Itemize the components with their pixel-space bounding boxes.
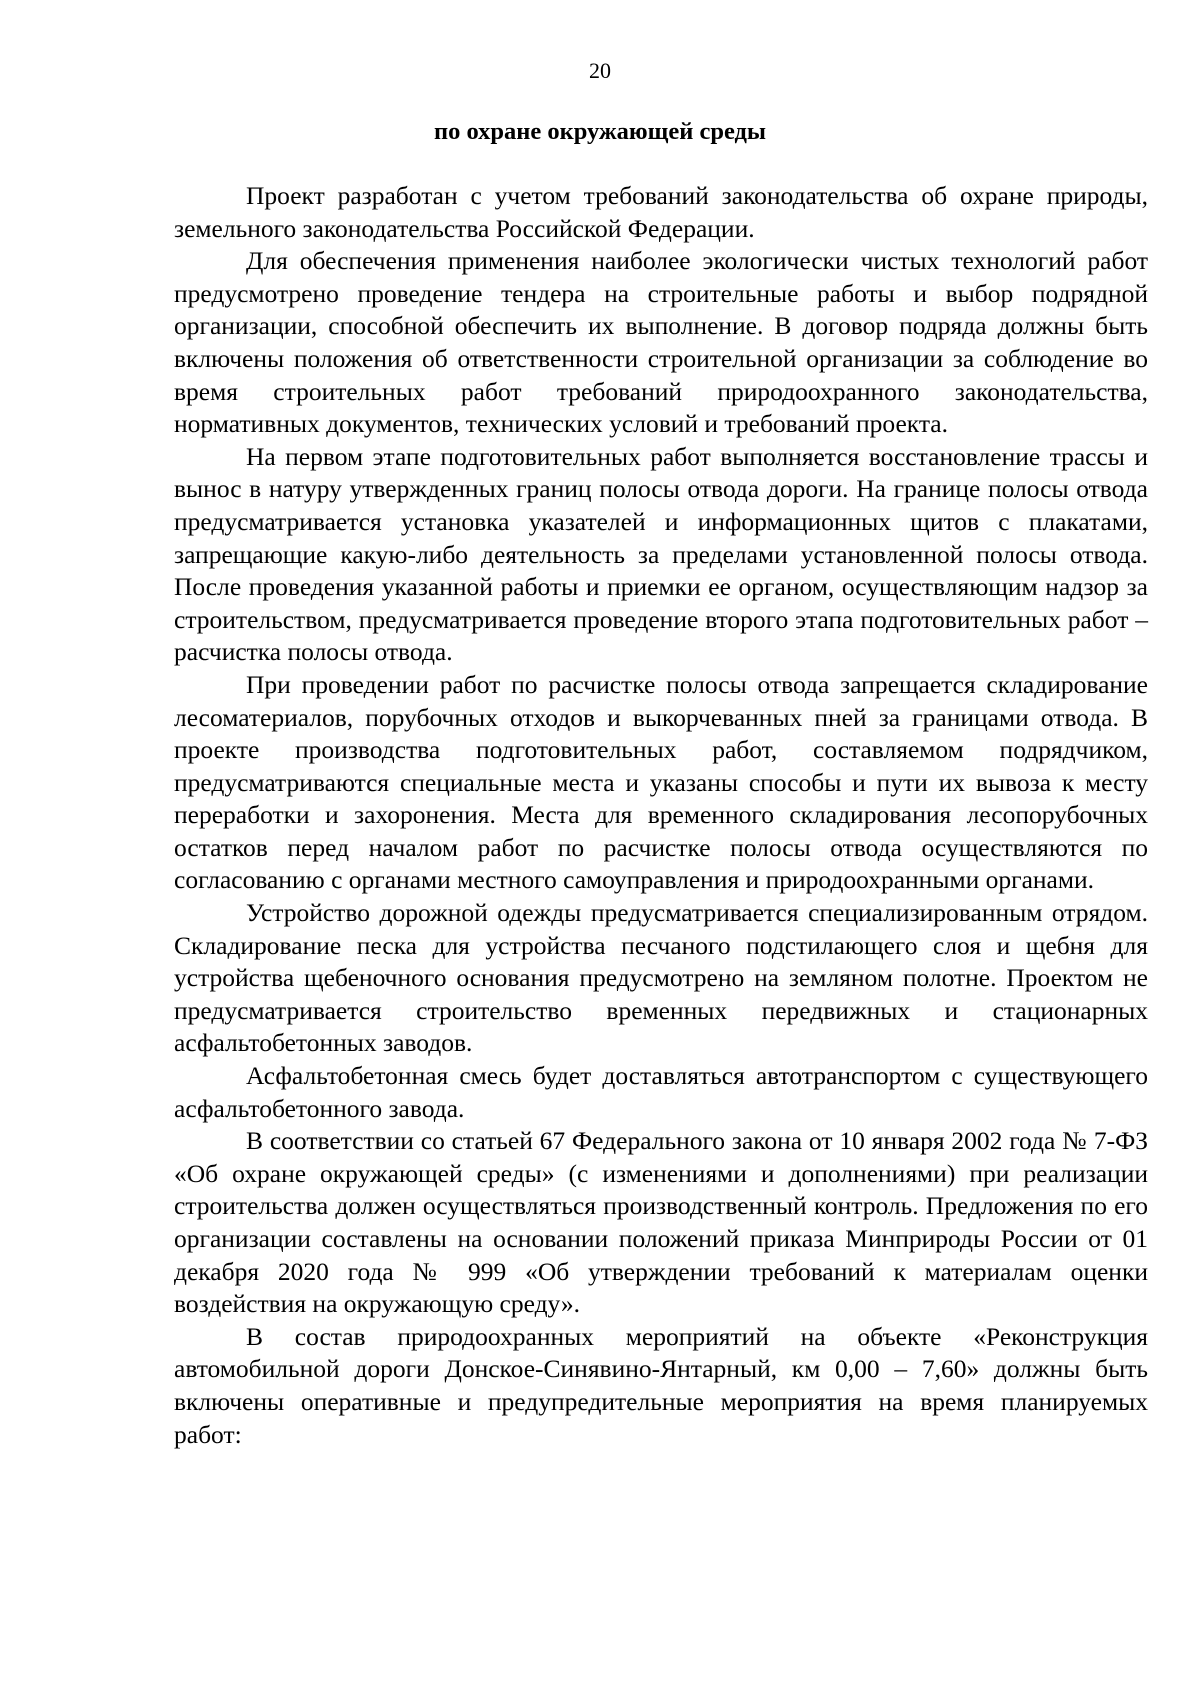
paragraph: Устройство дорожной одежды предусматривается специализированным отрядом. Складирование песка для устройства песчаного подстилающего слоя и щебня для устройства щебеночного основания предусмотрено на земляном полотне. Проектом не предусматривается строительство временных передвижных и стационарных асфальтобетонных заводов.: [174, 898, 1148, 1058]
paragraph: Для обеспечения применения наиболее экологически чистых технологий работ предусмотрено проведение тендера на строительные работы и выбор подрядной организации, способной обеспечить их выполнение. В договор подряда должны быть включены положения об ответственности строительной организации за соблюдение во время строительных работ требований природоохранного законодательства, нормативных документов, технических условий и требований проекта.: [174, 246, 1148, 439]
paragraph: При проведении работ по расчистке полосы отвода запрещается складирование лесоматериалов, порубочных отходов и выкорчеванных пней за границами отвода. В проекте производства подготовительных работ, составляемом подрядчиком, предусматриваются специальные места и указаны способы и пути их вывоза к месту переработки и захоронения. Места для временного складирования лесопорубочных остатков перед началом работ по расчистке полосы отвода осуществляются по согласованию с органами местного самоуправления и природоохранными органами.: [174, 669, 1148, 895]
section-heading: по охране окружающей среды: [433, 118, 767, 145]
paragraph: В состав природоохранных мероприятий на объекте «Реконструкция автомобильной дороги Донское-Синявино-Янтарный, км 0,00 – 7,60» должны быть включены оперативные и предупредительные мероприятия на время планируемых работ:: [174, 1321, 1148, 1449]
paragraph: В соответствии со статьей 67 Федерального закона от 10 января 2002 года № 7-ФЗ «Об охране окружающей среды» (с изменениями и дополнениями) при реализации строительства должен осуществляться производственный контроль. Предложения по его организации составлены на основании положений приказа Минприроды России от 01 декабря 2020 года № 999 «Об утверждении требований к материалам оценки воздействия на окружающую среду».: [174, 1126, 1148, 1319]
paragraph: На первом этапе подготовительных работ выполняется восстановление трассы и вынос в натуру утвержденных границ полосы отвода дороги. На границе полосы отвода предусматривается установка указателей и информационных щитов с плакатами, запрещающие какую-либо деятельность за пределами установленной полосы отвода. После проведения указанной работы и приемки ее органом, осуществляющим надзор за строительством, предусматривается проведение второго этапа подготовительных работ – расчистка полосы отвода.: [174, 441, 1148, 667]
paragraph: Проект разработан с учетом требований законодательства об охране природы, земельного законодательства Российской Федерации.: [174, 181, 1148, 243]
body-text: [174, 180, 1148, 1451]
paragraph: Асфальтобетонная смесь будет доставляться автотранспортом с существующего асфальтобетонного завода.: [174, 1061, 1148, 1123]
page-number: 20: [589, 58, 611, 83]
